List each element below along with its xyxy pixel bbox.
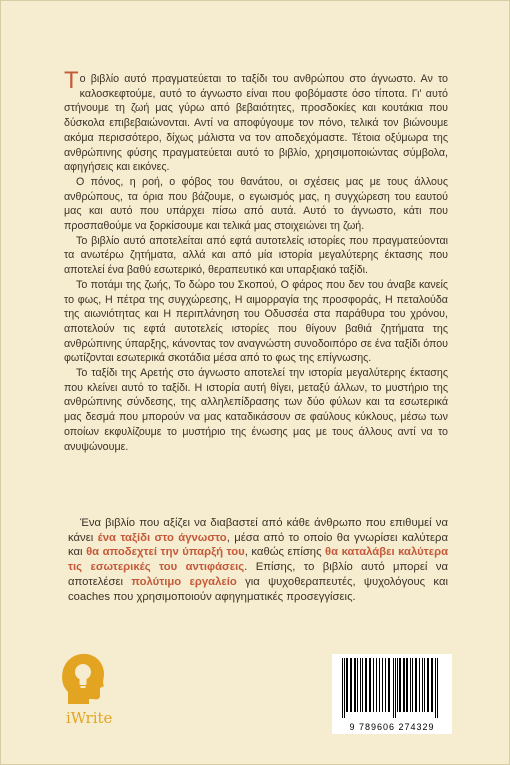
publisher-name: iWrite [66,709,113,727]
promo-highlight-2: θα αποδεχτεί την ύπαρξή του [86,546,245,559]
head-lightbulb-icon [60,652,106,708]
paragraph-1 [64,67,448,175]
paragraph-1-text: ο βιβλίο αυτό πραγματεύεται το ταξίδι του ανθρώπου στο άγνωστο. Αν το καλοσκεφτούμε, αυτό το άγνωστο είναι που φοβόμαστε όσο τίποτα. Γι' αυτό στήνουμε τη ζωή μας γύρω από βεβαιότητες, προσδοκίες και κουτάκια που δύσκολα επιβεβαιώνονται. Αντί να αποφύγουμε τον πόνο, τελικά τον βιώνουμε ακόμα περισσότερο, δίχως μάλιστα να τον αποδεχόμαστε. Τέτοια οξύμωρα της ανθρώπινης φύσης πραγματεύεται αυτό το βιβλίο, χρησιμοποιώντας σύμβολα, αφηγήσεις και εικόνες. [64,73,448,174]
promo-text-3: , καθώς επίσης [244,546,326,559]
paragraph-2: Ο πόνος, η ροή, ο φόβος του θανάτου, οι σχέσεις μας με τους άλλους ανθρώπους, τα όρια που βάζουμε, ο εγωισμός μας, η συγχώρεση του εαυτού μας και αυτό που υπάρχει πίσω από αυτά. Αυτό το άγνωστο, κάτι που προσπαθούμε να ξορκίσουμε και τελικά μας στοιχειώνει τη ζωή. [64,175,448,233]
promo-highlight-4: πολύτιμο εργαλείο [131,575,237,588]
promo-quote [68,516,448,604]
paragraph-5: Το ταξίδι της Αρετής στο άγνωστο αποτελεί την ιστορία μεγαλύτερης έκτασης που κλείνει αυτό το ταξίδι. Η ιστορία αυτή θίγει, μεταξύ άλλων, το μυστήριο της ανθρώπινης σύνδεσης, της αλληλεπίδρασης των δύο φύλων και τα εσωτερικά μας δεσμά που μπορούν να μας καταδικάσουν σε φαύλους κύκλους, μέσω των οποίων εκφυλίζουμε το μυστήριο της ένωσης μας με τους άλλους αντί να το ανυψώνουμε. [64,367,448,453]
promo-text-1: Ένα βιβλίο που αξίζει να διαβαστεί από κάθε άνθρωπο που επιθυμεί να κάνει [68,517,448,544]
barcode-bars [332,658,452,724]
back-cover-text [64,67,448,454]
promo-highlight-3: θα καταλάβει καλύτερα τις εσωτερικές του αντιφάσεις [68,546,449,574]
drop-cap: Τ [64,67,79,94]
promo-paragraph [68,516,448,604]
promo-text-5: για ψυχοθεραπευτές, ψυχολόγους και coaches που χρησιμοποιούν αφηγηματικές προσεγγίσεις. [68,575,448,603]
paragraph-3: Το βιβλίο αυτό αποτελείται από εφτά αυτοτελείς ιστορίες που πραγματεύονται τα ανωτέρω ζητήματα, αλλά και από μία ιστορία μεγαλύτερης έκτασης που αποτελεί ένα βαθύ εσωτερικό, θεραπευτικό και υπαρξιακό ταξίδι. [64,234,448,277]
promo-text-2: , μέσα από το οποίο θα γνωρίσει καλύτερα και [68,531,448,559]
promo-text-4: . Επίσης, το βιβλίο αυτό μπορεί να αποτελέσει [68,561,448,588]
paragraph-4: Το ποτάμι της ζωής, Το δώρο του Σκοπού, Ο φάρος που δεν του άναβε κανείς το φως, Η πέτρα της συγχώρεσης, Η αιμορραγία της προσφοράς, Η πεταλούδα της αιωνιότητας και Η περιπλάνηση του Οδυσσέα στα παράθυρα του χρόνου, αποτελούν τις εφτά αυτοτελείς ιστορίες που θίγουν βαθιά ζητήματα της ανθρώπινης ύπαρξης, κάνοντας τον αναγνώστη συνοδοιπόρο σε ένα ταξίδι όπου φωτίζονται εσωτερικά σκοτάδια μέσα από το φως της επίγνωσης. [64,278,448,365]
barcode-number: 9 789606 274329 [349,722,435,732]
promo-highlight-1: ένα ταξίδι στο άγνωστο [97,531,227,544]
